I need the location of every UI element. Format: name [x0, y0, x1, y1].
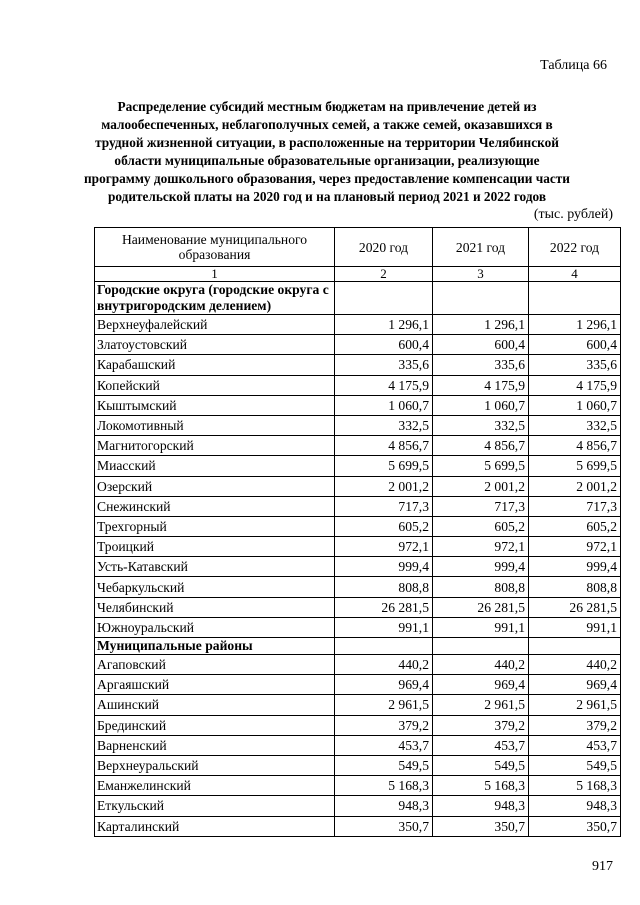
- value-2022: 549,5: [529, 755, 621, 775]
- value-2021: 350,7: [433, 816, 529, 836]
- value-2021: 4 175,9: [433, 375, 529, 395]
- value-2020: 605,2: [335, 516, 433, 536]
- value-2021: 2 001,2: [433, 476, 529, 496]
- column-header-2021: 2021 год: [433, 228, 529, 267]
- column-header-name: Наименование муниципального образования: [95, 228, 335, 267]
- municipality-name: Снежинский: [95, 496, 335, 516]
- value-2022: 453,7: [529, 735, 621, 755]
- document-title: Распределение субсидий местным бюджетам на привлечение детей из малообеспеченных, неблагополучных семей, а также семей, оказавшихся в трудной жизненной ситуации, в расположенные на территории Челябинской области муниципальные образовательные организации, реализующие программу дошкольного образования, через предоставление компенсации части родительской платы на 2020 год и на плановый период 2021 и 2022 годов: [84, 99, 570, 204]
- empty-cell: [335, 638, 433, 655]
- section-header-row: [95, 638, 621, 655]
- municipality-name: Челябинский: [95, 597, 335, 617]
- value-2020: 453,7: [335, 735, 433, 755]
- table-row: [95, 735, 621, 755]
- table-number: Таблица 66: [540, 58, 607, 73]
- municipality-name: Миасский: [95, 456, 335, 476]
- municipality-name: Трехгорный: [95, 516, 335, 536]
- value-2021: 453,7: [433, 735, 529, 755]
- municipality-name: Златоустовский: [95, 335, 335, 355]
- table-row: [95, 456, 621, 476]
- value-2020: 335,6: [335, 355, 433, 375]
- value-2022: 440,2: [529, 655, 621, 675]
- empty-cell: [529, 638, 621, 655]
- value-2020: 379,2: [335, 715, 433, 735]
- table-row: [95, 695, 621, 715]
- section-title: Городские округа (городские округа с внутригородским делением): [95, 282, 335, 315]
- table-row: [95, 516, 621, 536]
- section-header-row: [95, 282, 621, 315]
- value-2020: 972,1: [335, 537, 433, 557]
- municipality-name: Брединский: [95, 715, 335, 735]
- column-number-row: [95, 267, 621, 282]
- table-row: [95, 755, 621, 775]
- municipality-name: Южноуральский: [95, 617, 335, 637]
- table-row: [95, 335, 621, 355]
- value-2022: 1 296,1: [529, 315, 621, 335]
- table-row: [95, 617, 621, 637]
- table-row: [95, 375, 621, 395]
- value-2022: 332,5: [529, 415, 621, 435]
- value-2022: 1 060,7: [529, 395, 621, 415]
- municipality-name: Магнитогорский: [95, 436, 335, 456]
- municipality-name: Кыштымский: [95, 395, 335, 415]
- municipality-name: Верхнеуфалейский: [95, 315, 335, 335]
- value-2021: 549,5: [433, 755, 529, 775]
- municipality-name: Чебаркульский: [95, 577, 335, 597]
- empty-cell: [433, 282, 529, 315]
- table-row: [95, 597, 621, 617]
- empty-cell: [433, 638, 529, 655]
- units-label: (тыс. рублей): [533, 207, 613, 222]
- value-2020: 1 060,7: [335, 395, 433, 415]
- value-2021: 332,5: [433, 415, 529, 435]
- value-2022: 2 001,2: [529, 476, 621, 496]
- municipality-name: Ашинский: [95, 695, 335, 715]
- value-2022: 4 175,9: [529, 375, 621, 395]
- value-2022: 335,6: [529, 355, 621, 375]
- value-2020: 948,3: [335, 796, 433, 816]
- value-2021: 717,3: [433, 496, 529, 516]
- table-header-row: [95, 228, 621, 267]
- value-2021: 948,3: [433, 796, 529, 816]
- municipality-name: Локомотивный: [95, 415, 335, 435]
- value-2021: 991,1: [433, 617, 529, 637]
- empty-cell: [335, 282, 433, 315]
- value-2021: 379,2: [433, 715, 529, 735]
- value-2020: 2 961,5: [335, 695, 433, 715]
- value-2022: 969,4: [529, 675, 621, 695]
- value-2021: 5 168,3: [433, 776, 529, 796]
- value-2020: 350,7: [335, 816, 433, 836]
- value-2022: 808,8: [529, 577, 621, 597]
- value-2022: 972,1: [529, 537, 621, 557]
- value-2021: 1 060,7: [433, 395, 529, 415]
- value-2022: 991,1: [529, 617, 621, 637]
- table-row: [95, 715, 621, 735]
- table-row: [95, 355, 621, 375]
- table-row: [95, 476, 621, 496]
- municipality-name: Варненский: [95, 735, 335, 755]
- table-row: [95, 796, 621, 816]
- table-body: [95, 282, 621, 837]
- value-2022: 5 168,3: [529, 776, 621, 796]
- value-2021: 440,2: [433, 655, 529, 675]
- value-2020: 549,5: [335, 755, 433, 775]
- value-2022: 350,7: [529, 816, 621, 836]
- value-2022: 717,3: [529, 496, 621, 516]
- value-2020: 991,1: [335, 617, 433, 637]
- table-row: [95, 315, 621, 335]
- value-2021: 4 856,7: [433, 436, 529, 456]
- municipality-name: Верхнеуральский: [95, 755, 335, 775]
- value-2020: 5 699,5: [335, 456, 433, 476]
- value-2021: 26 281,5: [433, 597, 529, 617]
- value-2021: 1 296,1: [433, 315, 529, 335]
- municipality-name: Карабашский: [95, 355, 335, 375]
- column-number: 3: [433, 267, 529, 282]
- value-2020: 999,4: [335, 557, 433, 577]
- value-2020: 26 281,5: [335, 597, 433, 617]
- value-2020: 440,2: [335, 655, 433, 675]
- subsidy-table: [94, 227, 621, 837]
- value-2022: 379,2: [529, 715, 621, 735]
- municipality-name: Аргаяшский: [95, 675, 335, 695]
- value-2022: 948,3: [529, 796, 621, 816]
- municipality-name: Карталинский: [95, 816, 335, 836]
- table-row: [95, 577, 621, 597]
- value-2021: 2 961,5: [433, 695, 529, 715]
- municipality-name: Копейский: [95, 375, 335, 395]
- table-row: [95, 655, 621, 675]
- value-2022: 605,2: [529, 516, 621, 536]
- value-2020: 600,4: [335, 335, 433, 355]
- value-2022: 2 961,5: [529, 695, 621, 715]
- table-row: [95, 816, 621, 836]
- table-row: [95, 395, 621, 415]
- column-number: 2: [335, 267, 433, 282]
- value-2021: 969,4: [433, 675, 529, 695]
- column-number: 1: [95, 267, 335, 282]
- value-2021: 600,4: [433, 335, 529, 355]
- value-2020: 969,4: [335, 675, 433, 695]
- column-number: 4: [529, 267, 621, 282]
- value-2020: 717,3: [335, 496, 433, 516]
- value-2020: 5 168,3: [335, 776, 433, 796]
- table-row: [95, 557, 621, 577]
- value-2020: 4 856,7: [335, 436, 433, 456]
- municipality-name: Агаповский: [95, 655, 335, 675]
- value-2020: 2 001,2: [335, 476, 433, 496]
- value-2022: 600,4: [529, 335, 621, 355]
- value-2021: 808,8: [433, 577, 529, 597]
- column-header-2022: 2022 год: [529, 228, 621, 267]
- value-2020: 4 175,9: [335, 375, 433, 395]
- table-row: [95, 496, 621, 516]
- value-2020: 1 296,1: [335, 315, 433, 335]
- table-row: [95, 675, 621, 695]
- value-2021: 5 699,5: [433, 456, 529, 476]
- municipality-name: Еткульский: [95, 796, 335, 816]
- value-2022: 4 856,7: [529, 436, 621, 456]
- table-row: [95, 415, 621, 435]
- municipality-name: Усть-Катавский: [95, 557, 335, 577]
- table-row: [95, 436, 621, 456]
- value-2022: 26 281,5: [529, 597, 621, 617]
- value-2021: 605,2: [433, 516, 529, 536]
- value-2021: 972,1: [433, 537, 529, 557]
- value-2021: 999,4: [433, 557, 529, 577]
- municipality-name: Троицкий: [95, 537, 335, 557]
- table-row: [95, 776, 621, 796]
- value-2020: 808,8: [335, 577, 433, 597]
- section-title: Муниципальные районы: [95, 638, 335, 655]
- page-number: 917: [592, 859, 613, 874]
- municipality-name: Озерский: [95, 476, 335, 496]
- value-2020: 332,5: [335, 415, 433, 435]
- table-row: [95, 537, 621, 557]
- municipality-name: Еманжелинский: [95, 776, 335, 796]
- value-2022: 999,4: [529, 557, 621, 577]
- value-2021: 335,6: [433, 355, 529, 375]
- column-header-2020: 2020 год: [335, 228, 433, 267]
- value-2022: 5 699,5: [529, 456, 621, 476]
- empty-cell: [529, 282, 621, 315]
